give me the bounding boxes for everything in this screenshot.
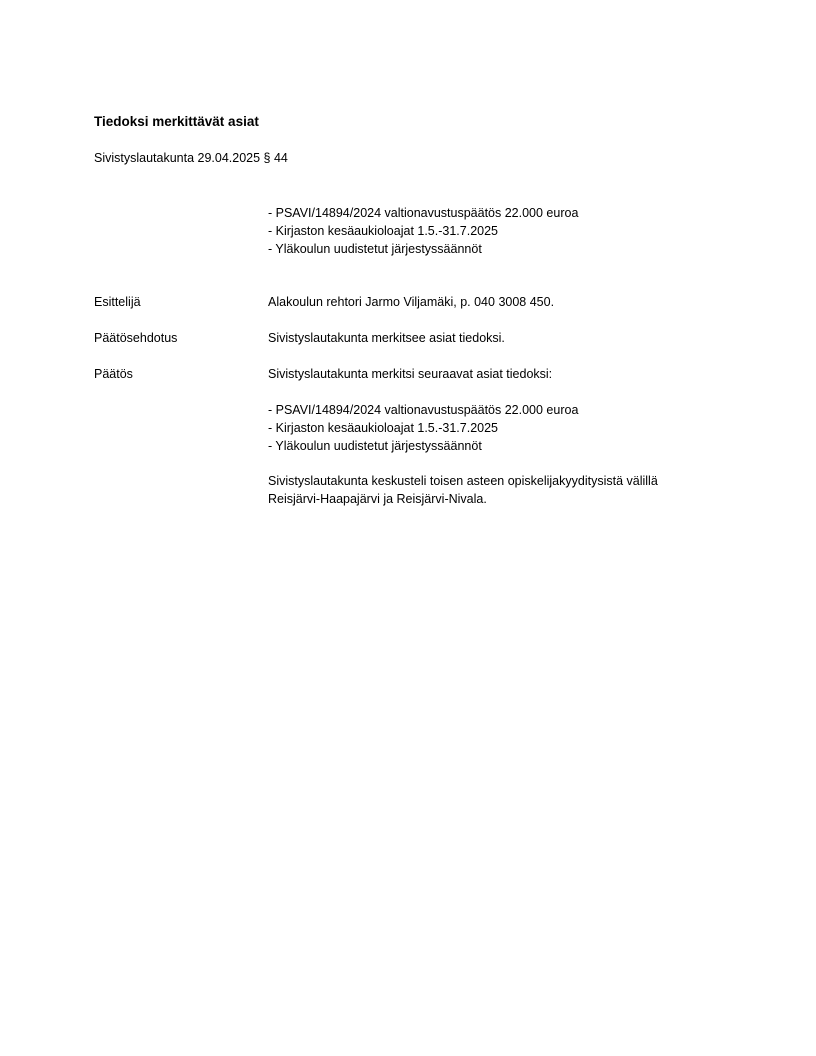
- proposal-value: Sivistyslautakunta merkitsee asiat tiedoksi.: [268, 331, 505, 345]
- decision-label: Päätös: [94, 367, 133, 381]
- intro-item-list: [268, 204, 578, 258]
- list-item: - Kirjaston kesäaukioloajat 1.5.-31.7.2025: [268, 421, 499, 435]
- list-item: - PSAVI/14894/2024 valtionavustuspäätös 22.000 euroa: [268, 206, 579, 220]
- list-item: - Yläkoulun uudistetut järjestyssäännöt: [268, 242, 482, 256]
- note-line: Reisjärvi-Haapajärvi ja Reisjärvi-Nivala.: [268, 492, 487, 506]
- page-title: Tiedoksi merkittävät asiat: [94, 114, 259, 129]
- proposal-label: Päätösehdotus: [94, 331, 178, 345]
- decision-item-list: [268, 401, 578, 455]
- presenter-value: Alakoulun rehtori Jarmo Viljamäki, p. 040 3008 450.: [268, 295, 555, 309]
- list-item: - Yläkoulun uudistetut järjestyssäännöt: [268, 439, 482, 453]
- presenter-label: Esittelijä: [94, 295, 141, 309]
- list-item: - Kirjaston kesäaukioloajat 1.5.-31.7.2025: [268, 224, 499, 238]
- list-item: - PSAVI/14894/2024 valtionavustuspäätös 22.000 euroa: [268, 403, 579, 417]
- meeting-reference: Sivistyslautakunta 29.04.2025 § 44: [94, 151, 288, 165]
- note-line: Sivistyslautakunta keskusteli toisen asteen opiskelijakyyditysistä välillä: [268, 474, 658, 488]
- decision-intro: Sivistyslautakunta merkitsi seuraavat asiat tiedoksi:: [268, 367, 553, 381]
- decision-note: [268, 472, 658, 508]
